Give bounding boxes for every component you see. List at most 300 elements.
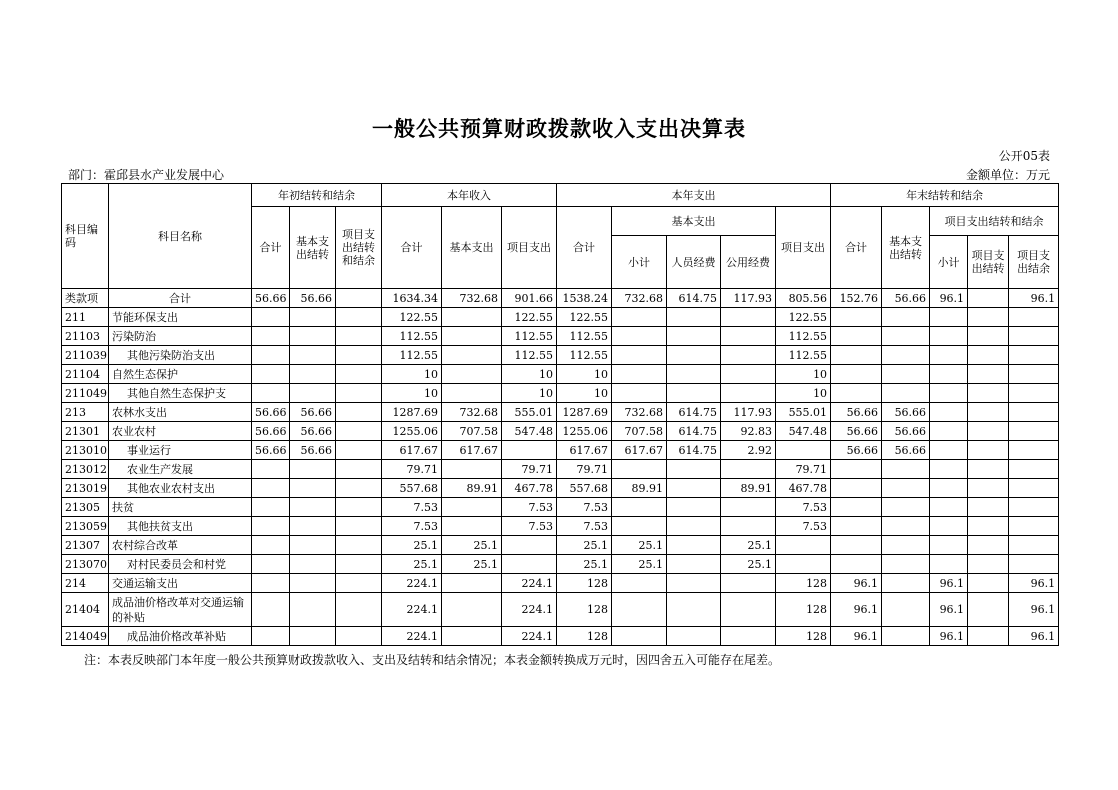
row-value: [252, 498, 290, 517]
row-value: 25.1: [442, 555, 502, 574]
row-value: 617.67: [557, 441, 612, 460]
row-value: [290, 308, 336, 327]
row-value: 224.1: [502, 593, 557, 627]
header-code: 科目编码: [62, 184, 109, 289]
row-value: 25.1: [442, 536, 502, 555]
row-value: [667, 498, 721, 517]
row-value: [930, 403, 968, 422]
row-value: [930, 346, 968, 365]
row-value: [612, 574, 667, 593]
row-value: 96.1: [930, 627, 968, 646]
row-value: 25.1: [721, 555, 776, 574]
row-name: 节能环保支出: [109, 308, 252, 327]
row-value: 25.1: [382, 536, 442, 555]
row-value: 112.55: [557, 346, 612, 365]
row-value: [290, 627, 336, 646]
row-value: [1009, 327, 1059, 346]
row-value: [882, 384, 930, 403]
row-value: 7.53: [776, 517, 831, 536]
row-value: 224.1: [382, 574, 442, 593]
row-name: 对村民委员会和村党: [109, 555, 252, 574]
row-value: [612, 517, 667, 536]
row-value: [336, 574, 382, 593]
row-value: 614.75: [667, 422, 721, 441]
row-value: [667, 479, 721, 498]
row-value: [882, 498, 930, 517]
row-value: 10: [382, 365, 442, 384]
table-row: [62, 289, 1059, 308]
row-value: [290, 384, 336, 403]
row-value: [442, 365, 502, 384]
row-value: [336, 536, 382, 555]
row-value: 10: [776, 365, 831, 384]
table-row: [62, 346, 1059, 365]
row-value: [831, 498, 882, 517]
row-value: [930, 536, 968, 555]
row-value: [667, 517, 721, 536]
row-value: [502, 555, 557, 574]
row-value: [721, 498, 776, 517]
row-value: 112.55: [502, 346, 557, 365]
row-value: [612, 308, 667, 327]
row-value: [336, 498, 382, 517]
header-group-end: 年末结转和结余: [831, 184, 1059, 207]
row-value: 96.1: [831, 574, 882, 593]
row-value: [882, 555, 930, 574]
header-expense-basic: 基本支出: [612, 207, 776, 236]
row-value: [968, 289, 1009, 308]
row-value: [667, 627, 721, 646]
department-label: 部门：霍邱县水产业发展中心: [68, 168, 225, 182]
table-row: [62, 536, 1059, 555]
row-value: [721, 346, 776, 365]
row-value: 614.75: [667, 289, 721, 308]
row-code: 21103: [62, 327, 109, 346]
row-value: [290, 460, 336, 479]
table-row: [62, 441, 1059, 460]
row-value: [1009, 346, 1059, 365]
row-value: 614.75: [667, 403, 721, 422]
row-value: [442, 346, 502, 365]
row-value: [831, 460, 882, 479]
table-row: [62, 498, 1059, 517]
table-row: [62, 479, 1059, 498]
row-value: [612, 327, 667, 346]
row-value: [1009, 498, 1059, 517]
row-value: 96.1: [930, 574, 968, 593]
row-value: [336, 365, 382, 384]
row-value: 10: [557, 384, 612, 403]
row-value: 1538.24: [557, 289, 612, 308]
row-value: [831, 536, 882, 555]
row-value: [290, 574, 336, 593]
header-expense-total: 合计: [557, 207, 612, 289]
row-value: [667, 593, 721, 627]
header-income-basic: 基本支出: [442, 207, 502, 289]
row-value: [336, 308, 382, 327]
table-row: [62, 460, 1059, 479]
row-value: [930, 384, 968, 403]
row-code: 211: [62, 308, 109, 327]
row-value: [1009, 365, 1059, 384]
row-value: 128: [776, 574, 831, 593]
row-value: 224.1: [382, 627, 442, 646]
row-value: [930, 498, 968, 517]
row-value: [290, 479, 336, 498]
row-value: [721, 308, 776, 327]
row-value: 557.68: [557, 479, 612, 498]
row-value: [290, 555, 336, 574]
row-value: 56.66: [831, 441, 882, 460]
row-value: 56.66: [252, 403, 290, 422]
row-value: [442, 574, 502, 593]
row-value: 25.1: [612, 555, 667, 574]
row-value: [968, 441, 1009, 460]
row-value: [667, 536, 721, 555]
row-value: 1255.06: [382, 422, 442, 441]
row-value: [290, 536, 336, 555]
table-body: [62, 289, 1059, 646]
row-value: 1287.69: [382, 403, 442, 422]
row-value: [1009, 460, 1059, 479]
row-value: 56.66: [831, 403, 882, 422]
row-value: 96.1: [1009, 627, 1059, 646]
row-value: [721, 327, 776, 346]
row-value: [667, 574, 721, 593]
row-name: 成品油价格改革补贴: [109, 627, 252, 646]
row-value: [930, 327, 968, 346]
row-value: [882, 327, 930, 346]
row-value: 7.53: [776, 498, 831, 517]
row-value: [882, 460, 930, 479]
row-code: 类款项: [62, 289, 109, 308]
row-value: 224.1: [382, 593, 442, 627]
row-value: [721, 627, 776, 646]
row-value: [1009, 479, 1059, 498]
row-value: [968, 574, 1009, 593]
row-value: 2.92: [721, 441, 776, 460]
header-expense-project: 项目支出: [776, 207, 831, 289]
table-row: [62, 593, 1059, 627]
form-number: 公开05表: [998, 149, 1050, 163]
row-value: [968, 327, 1009, 346]
header-group-expense: 本年支出: [557, 184, 831, 207]
row-value: [252, 574, 290, 593]
row-value: 56.66: [252, 441, 290, 460]
row-value: 79.71: [557, 460, 612, 479]
row-value: 56.66: [831, 422, 882, 441]
row-value: 56.66: [252, 422, 290, 441]
row-value: [336, 346, 382, 365]
row-code: 211049: [62, 384, 109, 403]
row-value: [667, 555, 721, 574]
row-value: [612, 460, 667, 479]
row-value: [442, 384, 502, 403]
row-value: 112.55: [557, 327, 612, 346]
row-value: 224.1: [502, 574, 557, 593]
row-value: 56.66: [290, 289, 336, 308]
row-code: 213: [62, 403, 109, 422]
row-value: [290, 346, 336, 365]
row-value: [336, 593, 382, 627]
row-value: [776, 536, 831, 555]
footnote: 注：本表反映部门本年度一般公共预算财政拨款收入、支出及结转和结余情况；本表金额转换成万元时，因四舍五入可能存在尾差。: [84, 653, 781, 667]
row-value: [930, 441, 968, 460]
row-value: 122.55: [382, 308, 442, 327]
row-value: [290, 498, 336, 517]
row-value: [721, 593, 776, 627]
row-name: 农业农村: [109, 422, 252, 441]
row-value: [612, 384, 667, 403]
table-row: [62, 327, 1059, 346]
row-value: 1287.69: [557, 403, 612, 422]
row-value: [882, 536, 930, 555]
row-value: [968, 627, 1009, 646]
header-group-income: 本年收入: [382, 184, 557, 207]
row-value: 617.67: [382, 441, 442, 460]
row-value: 805.56: [776, 289, 831, 308]
row-value: 7.53: [382, 517, 442, 536]
row-value: 617.67: [442, 441, 502, 460]
row-value: 56.66: [882, 422, 930, 441]
row-value: [1009, 536, 1059, 555]
row-value: [968, 346, 1009, 365]
row-value: [336, 422, 382, 441]
row-value: [831, 384, 882, 403]
row-value: [968, 384, 1009, 403]
row-value: [252, 384, 290, 403]
row-value: 112.55: [776, 346, 831, 365]
row-value: [930, 517, 968, 536]
row-value: [336, 517, 382, 536]
row-value: 10: [502, 365, 557, 384]
row-value: [336, 460, 382, 479]
row-value: 617.67: [612, 441, 667, 460]
row-value: [290, 593, 336, 627]
row-value: [442, 593, 502, 627]
row-value: 614.75: [667, 441, 721, 460]
row-value: 128: [557, 593, 612, 627]
row-value: [252, 308, 290, 327]
budget-table: [61, 183, 1059, 646]
row-value: 732.68: [442, 289, 502, 308]
row-value: [442, 308, 502, 327]
row-value: [721, 384, 776, 403]
row-name: 成品油价格改革对交通运输的补贴: [109, 593, 252, 627]
row-value: [1009, 384, 1059, 403]
row-value: [968, 536, 1009, 555]
header-expense-personnel: 人员经费: [667, 236, 721, 289]
row-value: [930, 422, 968, 441]
header-expense-public: 公用经费: [721, 236, 776, 289]
row-value: 1255.06: [557, 422, 612, 441]
row-value: 7.53: [557, 517, 612, 536]
row-name: 交通运输支出: [109, 574, 252, 593]
row-value: [290, 517, 336, 536]
row-value: 467.78: [776, 479, 831, 498]
header-end-total: 合计: [831, 207, 882, 289]
row-name: 扶贫: [109, 498, 252, 517]
row-value: 122.55: [776, 308, 831, 327]
row-value: 901.66: [502, 289, 557, 308]
row-value: [442, 460, 502, 479]
row-value: [612, 627, 667, 646]
row-value: [831, 327, 882, 346]
row-value: [667, 327, 721, 346]
row-value: 56.66: [882, 403, 930, 422]
row-value: 10: [382, 384, 442, 403]
row-value: [930, 460, 968, 479]
row-value: 92.83: [721, 422, 776, 441]
row-value: [252, 460, 290, 479]
row-value: [336, 403, 382, 422]
header-begin-basic-carry: 基本支出结转: [290, 207, 336, 289]
row-value: [882, 365, 930, 384]
row-value: 96.1: [831, 627, 882, 646]
row-value: [968, 422, 1009, 441]
row-value: [968, 403, 1009, 422]
row-value: [667, 346, 721, 365]
row-value: [930, 555, 968, 574]
row-value: [831, 517, 882, 536]
header-income-total: 合计: [382, 207, 442, 289]
row-value: [930, 308, 968, 327]
row-value: 224.1: [502, 627, 557, 646]
row-name: 合计: [109, 289, 252, 308]
row-name: 其他自然生态保护支: [109, 384, 252, 403]
row-value: [612, 593, 667, 627]
row-value: 122.55: [502, 308, 557, 327]
row-value: [776, 555, 831, 574]
row-value: [968, 498, 1009, 517]
row-value: 10: [502, 384, 557, 403]
row-value: [252, 327, 290, 346]
row-value: [968, 555, 1009, 574]
row-value: [882, 308, 930, 327]
table-row: [62, 517, 1059, 536]
row-value: [968, 593, 1009, 627]
row-value: 10: [776, 384, 831, 403]
header-begin-total: 合计: [252, 207, 290, 289]
row-value: [252, 536, 290, 555]
row-value: [442, 327, 502, 346]
row-value: [667, 384, 721, 403]
row-code: 214: [62, 574, 109, 593]
row-value: 7.53: [557, 498, 612, 517]
row-value: [721, 365, 776, 384]
row-value: 112.55: [382, 346, 442, 365]
table-row: [62, 574, 1059, 593]
row-value: 112.55: [776, 327, 831, 346]
row-value: [721, 574, 776, 593]
row-value: [721, 517, 776, 536]
row-value: 25.1: [612, 536, 667, 555]
row-value: 56.66: [882, 441, 930, 460]
table-row: [62, 403, 1059, 422]
row-name: 农林水支出: [109, 403, 252, 422]
row-value: [442, 627, 502, 646]
row-code: 21404: [62, 593, 109, 627]
row-value: [831, 479, 882, 498]
row-name: 污染防治: [109, 327, 252, 346]
row-value: [776, 441, 831, 460]
row-value: [831, 365, 882, 384]
table-row: [62, 555, 1059, 574]
row-value: [252, 593, 290, 627]
row-value: 56.66: [882, 289, 930, 308]
row-value: [930, 365, 968, 384]
row-value: 117.93: [721, 289, 776, 308]
header-income-project: 项目支出: [502, 207, 557, 289]
row-value: 732.68: [612, 403, 667, 422]
row-value: [930, 479, 968, 498]
row-name: 其他扶贫支出: [109, 517, 252, 536]
row-value: [831, 555, 882, 574]
row-value: [442, 517, 502, 536]
row-value: 557.68: [382, 479, 442, 498]
row-value: 547.48: [776, 422, 831, 441]
row-code: 21301: [62, 422, 109, 441]
row-value: [502, 536, 557, 555]
row-value: [612, 346, 667, 365]
row-value: 128: [776, 627, 831, 646]
row-code: 21104: [62, 365, 109, 384]
row-value: 732.68: [442, 403, 502, 422]
row-value: [831, 346, 882, 365]
unit-label: 金额单位：万元: [965, 168, 1050, 182]
row-value: [336, 327, 382, 346]
row-code: 21307: [62, 536, 109, 555]
row-value: [1009, 441, 1059, 460]
row-value: [968, 479, 1009, 498]
header-end-project-carry: 项目支出结转和结余: [930, 207, 1059, 236]
row-value: 707.58: [442, 422, 502, 441]
header-end-project-surplus: 项目支出结余: [1009, 236, 1059, 289]
row-code: 213012: [62, 460, 109, 479]
row-value: 732.68: [612, 289, 667, 308]
row-value: [252, 365, 290, 384]
row-code: 214049: [62, 627, 109, 646]
row-value: 555.01: [502, 403, 557, 422]
row-value: [882, 627, 930, 646]
row-value: 707.58: [612, 422, 667, 441]
row-value: 56.66: [252, 289, 290, 308]
row-value: 117.93: [721, 403, 776, 422]
row-value: [290, 327, 336, 346]
row-value: 89.91: [442, 479, 502, 498]
row-value: [336, 441, 382, 460]
row-value: [882, 517, 930, 536]
row-value: 122.55: [557, 308, 612, 327]
row-value: 7.53: [502, 498, 557, 517]
header-end-project-carry-only: 项目支出结转: [968, 236, 1009, 289]
row-value: 25.1: [557, 555, 612, 574]
header-end-basic-carry: 基本支出结转: [882, 207, 930, 289]
row-value: [1009, 422, 1059, 441]
row-value: 7.53: [382, 498, 442, 517]
row-value: [290, 365, 336, 384]
row-name: 农业生产发展: [109, 460, 252, 479]
header-expense-subtotal: 小计: [612, 236, 667, 289]
row-code: 21305: [62, 498, 109, 517]
row-value: 1634.34: [382, 289, 442, 308]
row-code: 213070: [62, 555, 109, 574]
row-value: [968, 308, 1009, 327]
row-value: [968, 365, 1009, 384]
row-value: 96.1: [930, 289, 968, 308]
row-value: 96.1: [1009, 574, 1059, 593]
row-value: 25.1: [721, 536, 776, 555]
